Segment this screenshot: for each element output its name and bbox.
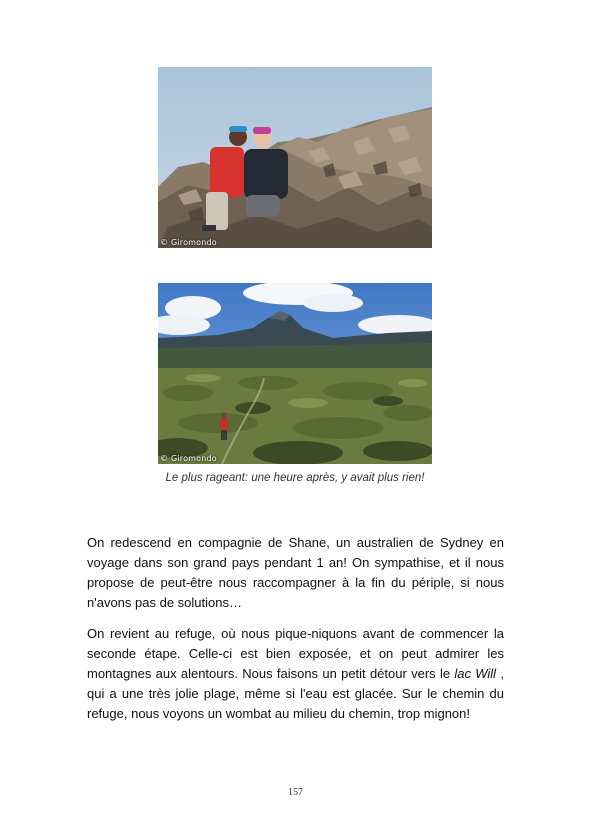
paragraph-2: [87, 624, 504, 724]
paragraph-2-text-before: On revient au refuge, où nous pique-niquons avant de commencer la seconde étape. Celle-ci est bien exposée, et on peut admirer les montagnes aux alentours. Nous faisons un petit détour vers le: [87, 626, 504, 681]
mountain-photo: [158, 283, 432, 464]
summit-photo: [158, 67, 432, 248]
photo-watermark: © Giromondo: [160, 238, 217, 247]
page-number: 157: [288, 787, 303, 798]
summit-photo-image: [158, 67, 432, 248]
paragraph-1: On redescend en compagnie de Shane, un australien de Sydney en voyage dans son grand pays pendant 1 an! On sympathise, et il nous propose de peut-être nous raccompagner à la fin du périple, si nous n'avons pas de solutions…: [87, 535, 504, 610]
mountain-photo-image: [158, 283, 432, 464]
paragraph-2-text-after: , qui a une très jolie plage, même si l'eau est glacée. Sur le chemin du refuge, nous voyons un wombat au milieu du chemin, trop mignon!: [87, 666, 504, 721]
lake-name: lac Will: [454, 666, 497, 681]
photo-caption: Le plus rageant: une heure après, y avait plus rien!: [165, 472, 425, 484]
photo-watermark: © Giromondo: [160, 454, 217, 463]
